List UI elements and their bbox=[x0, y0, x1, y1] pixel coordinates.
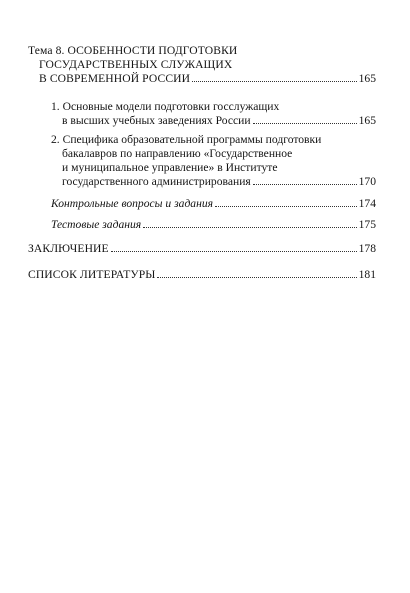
toc-entry-topic-8-line-2: ГОСУДАРСТВЕННЫХ СЛУЖАЩИХ bbox=[39, 58, 233, 71]
dot-leader bbox=[111, 251, 357, 252]
toc-entry-item-1[interactable] bbox=[51, 100, 376, 128]
toc-entry-topic-8[interactable] bbox=[28, 44, 376, 86]
toc-entry-item-2-line-2: бакалавров по направлению «Государственное bbox=[62, 147, 293, 160]
page-number: 181 bbox=[358, 268, 376, 281]
toc-entry-item-1-line-1: 1. Основные модели подготовки госслужащих bbox=[51, 100, 280, 113]
dot-leader bbox=[157, 277, 356, 278]
toc-entry-tests-label: Тестовые задания bbox=[51, 218, 142, 231]
page-number: 165 bbox=[358, 114, 376, 127]
toc-entry-topic-8-line-3: В СОВРЕМЕННОЙ РОССИИ bbox=[39, 72, 191, 85]
page-number: 170 bbox=[358, 175, 376, 188]
toc-entry-item-2-line-1: 2. Специфика образовательной программы подготовки bbox=[51, 133, 322, 146]
dot-leader bbox=[215, 206, 357, 207]
dot-leader bbox=[253, 184, 357, 185]
toc-entry-item-1-line-2: в высших учебных заведениях России bbox=[62, 114, 251, 127]
page-number: 174 bbox=[358, 197, 376, 210]
toc-entry-tests-row bbox=[51, 218, 376, 232]
toc-entry-tests[interactable] bbox=[51, 218, 376, 232]
toc-entry-topic-8-row bbox=[28, 72, 376, 86]
dot-leader bbox=[143, 227, 356, 228]
page-number: 175 bbox=[358, 218, 376, 231]
toc-entry-references-row bbox=[28, 268, 376, 282]
toc-entry-item-2[interactable] bbox=[51, 133, 376, 189]
toc-entry-conclusion-row bbox=[28, 242, 376, 256]
toc-entry-item-1-row bbox=[51, 114, 376, 128]
toc-entry-item-2-row bbox=[51, 175, 376, 189]
toc-entry-item-2-line-4: государственного администрирования bbox=[62, 175, 251, 188]
toc-entry-references[interactable] bbox=[28, 268, 376, 282]
toc-entry-conclusion-label: ЗАКЛЮЧЕНИЕ bbox=[28, 242, 109, 255]
toc-entry-conclusion[interactable] bbox=[28, 242, 376, 256]
page-number: 165 bbox=[358, 72, 376, 85]
dot-leader bbox=[253, 123, 357, 124]
toc-entry-references-label: СПИСОК ЛИТЕРАТУРЫ bbox=[28, 268, 156, 281]
toc-entry-control-questions-label: Контрольные вопросы и задания bbox=[51, 197, 214, 210]
toc-entry-topic-8-line-1: Тема 8. ОСОБЕННОСТИ ПОДГОТОВКИ bbox=[28, 44, 238, 57]
page-number: 178 bbox=[358, 242, 376, 255]
dot-leader bbox=[192, 81, 357, 82]
toc-entry-control-questions[interactable] bbox=[51, 197, 376, 211]
toc-entry-item-2-line-3: и муниципальное управление» в Институте bbox=[62, 161, 278, 174]
toc-entry-control-questions-row bbox=[51, 197, 376, 211]
